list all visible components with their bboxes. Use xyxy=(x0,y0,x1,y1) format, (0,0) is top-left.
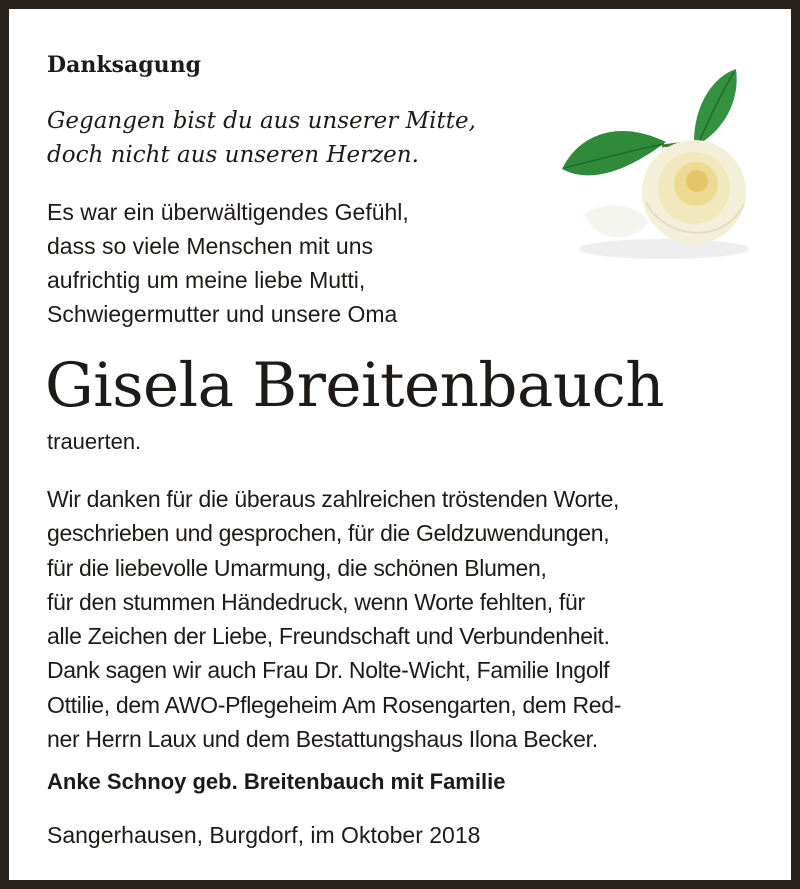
intro-line: Es war ein überwältigendes Gefühl, xyxy=(47,199,409,225)
mourned-text: trauerten. xyxy=(47,429,142,454)
quote-line: Gegangen bist du aus unserer Mitte, xyxy=(47,108,476,134)
thanks-line: ner Herrn Laux und dem Bestattungshaus Ilona Becker. xyxy=(47,726,598,753)
thanks-line: Dank sagen wir auch Frau Dr. Nolte-Wicht, Familie Ingolf xyxy=(47,657,610,684)
thanks-line: Wir danken für die überaus zahlreichen tröstenden Worte, xyxy=(47,486,620,512)
thanks-line: für den stummen Händedruck, wenn Worte fehlten, für xyxy=(47,588,585,615)
signature: Anke Schnoy geb. Breitenbauch mit Familie xyxy=(47,769,506,794)
quote xyxy=(47,104,476,172)
intro-text xyxy=(47,195,409,331)
thanks-line: geschrieben und gesprochen, für die Geldzuwendungen, xyxy=(47,520,610,547)
place-date: Sangerhausen, Burgdorf, im Oktober 2018 xyxy=(47,822,481,848)
heading: Danksagung xyxy=(47,52,201,78)
thanks-line: für die liebevolle Umarmung, die schönen Blumen, xyxy=(47,554,547,581)
white-rose-icon xyxy=(554,64,769,269)
intro-line: aufrichtig um meine liebe Mutti, xyxy=(47,267,366,293)
thanks-line: alle Zeichen der Liebe, Freundschaft und Verbundenheit. xyxy=(47,623,610,650)
intro-line: Schwiegermutter und unsere Oma xyxy=(47,301,398,327)
thanks-text xyxy=(47,482,621,756)
thanks-line: Ottilie, dem AWO-Pflegeheim Am Rosengarten, dem Red- xyxy=(47,691,622,718)
intro-line: dass so viele Menschen mit uns xyxy=(47,233,373,259)
quote-line: doch nicht aus unseren Herzen. xyxy=(47,142,419,168)
deceased-name: Gisela Breitenbauch xyxy=(45,350,665,421)
